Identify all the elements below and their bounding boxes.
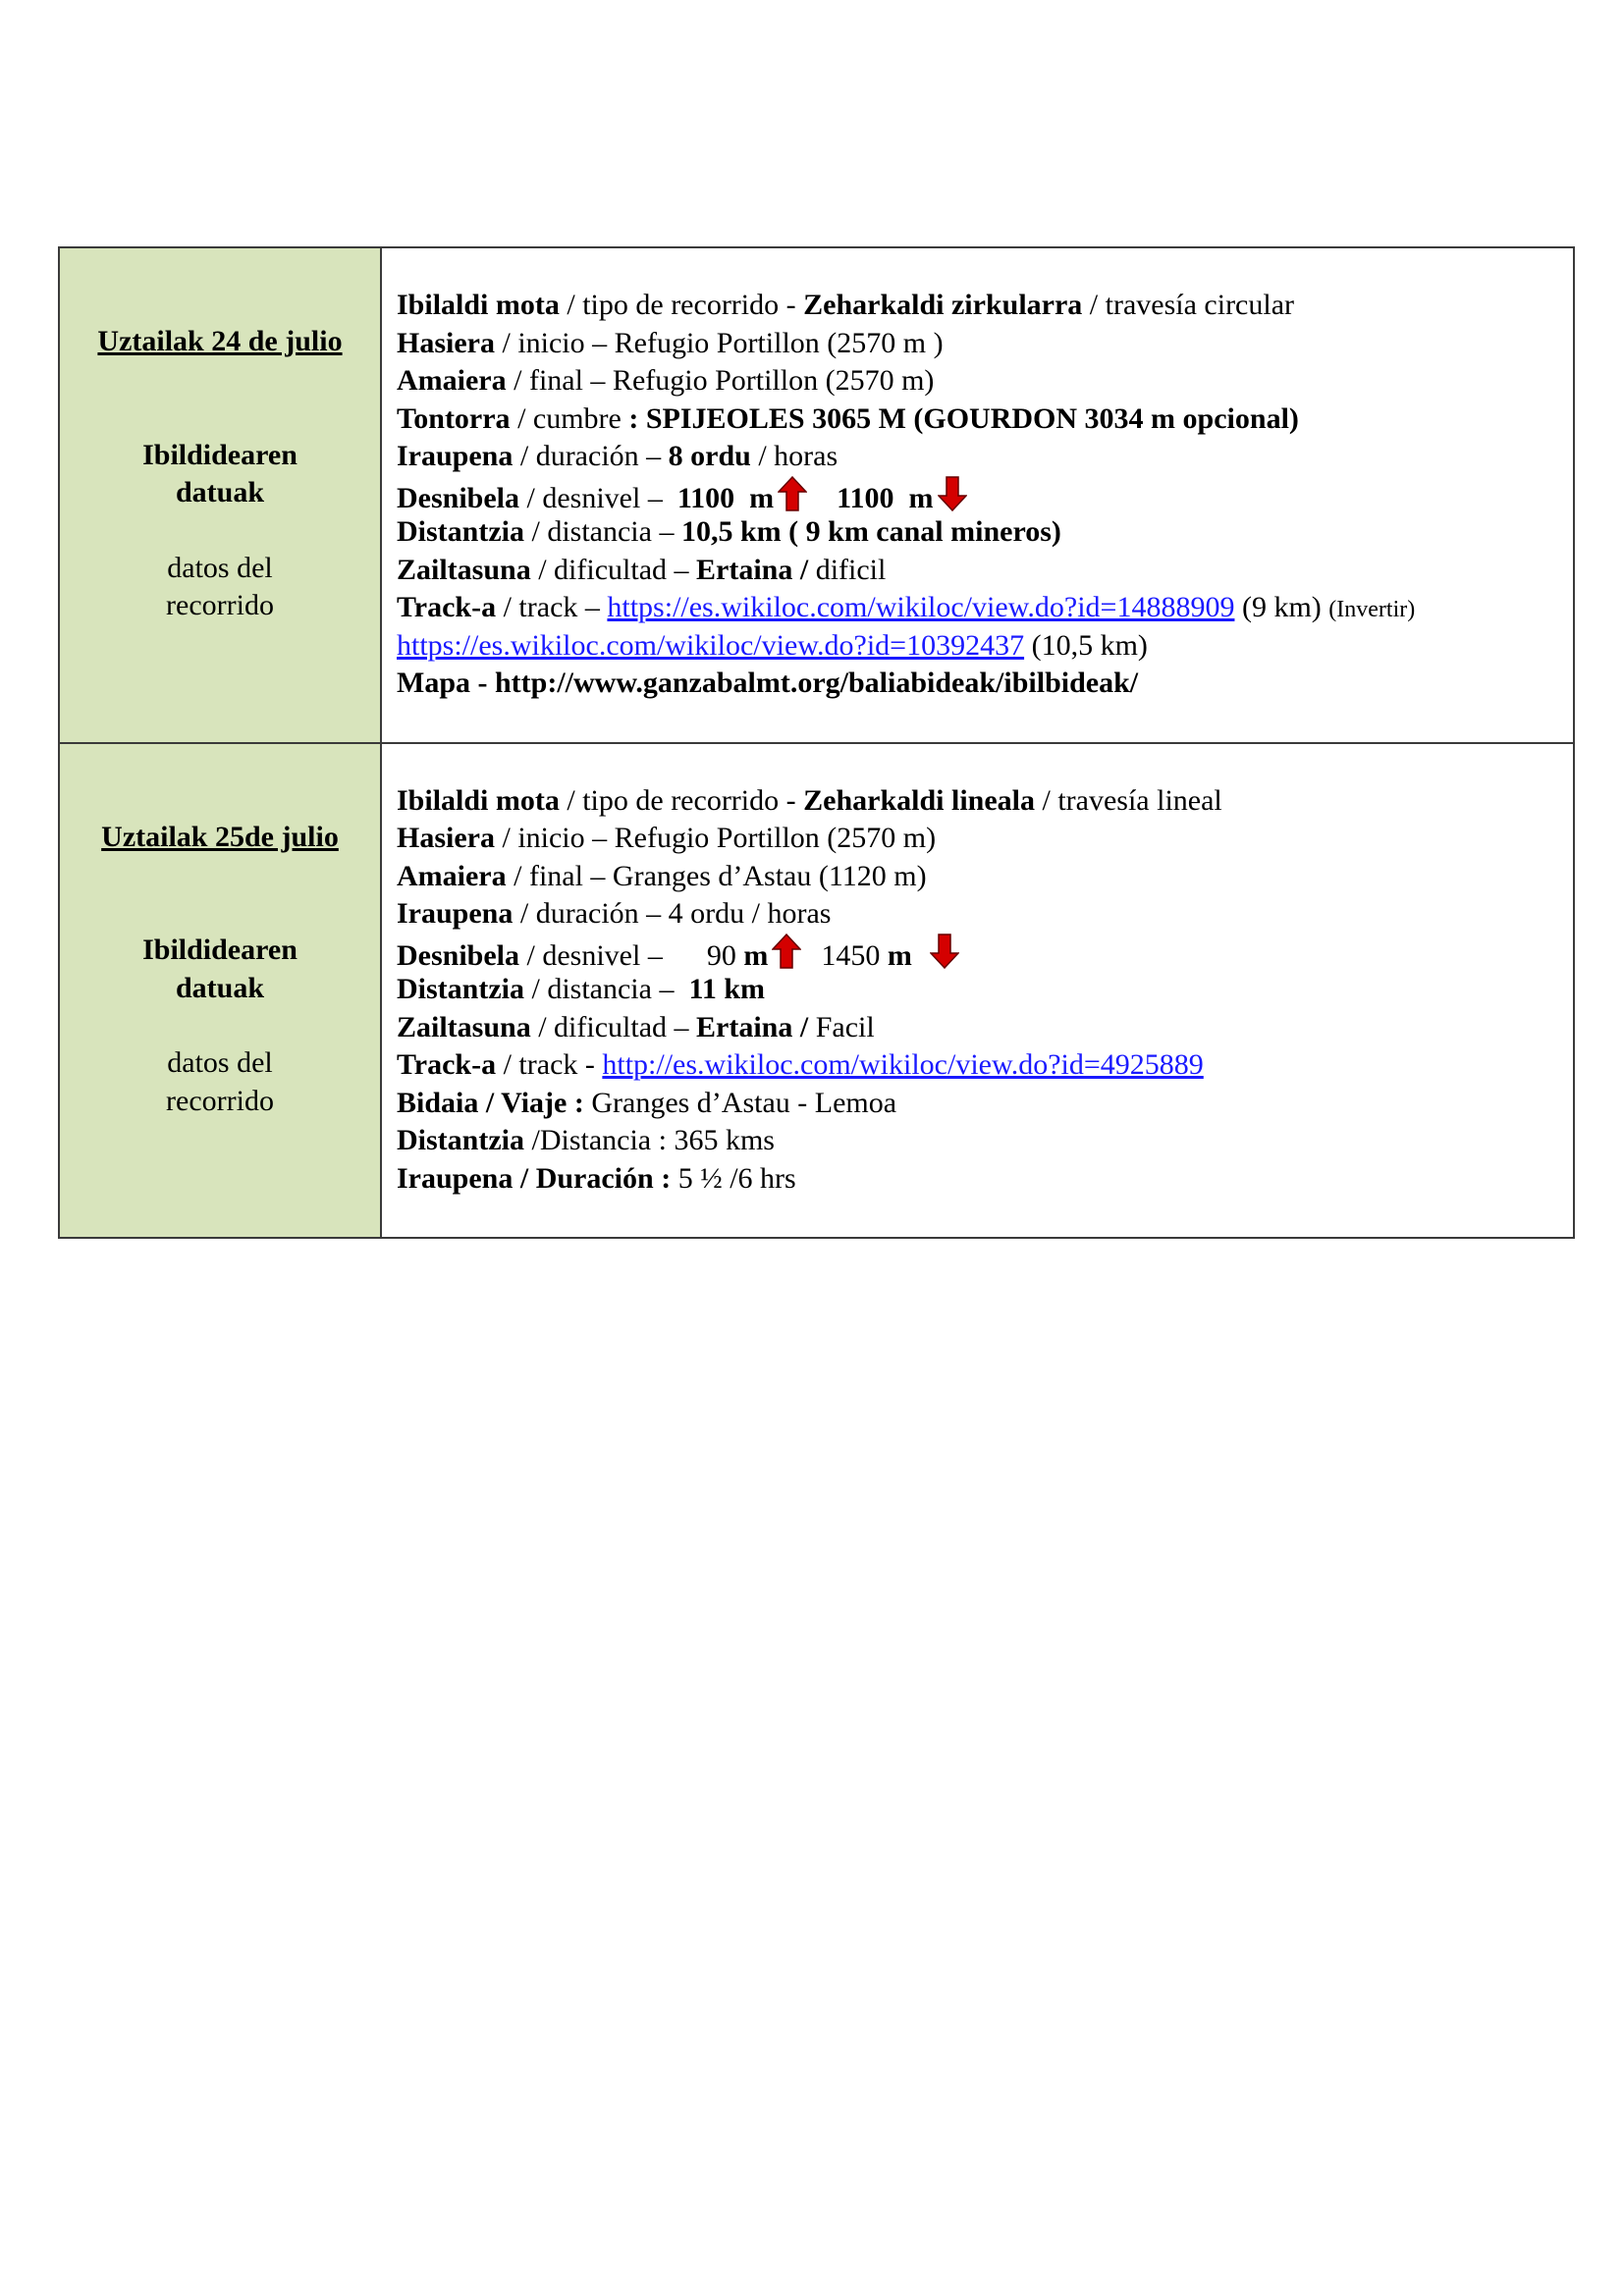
track-line: Track-a / track – https://es.wikiloc.com/wikiloc/view.do?id=14888909 (9 km) (Invertir) (397, 591, 1416, 623)
duration-line: Iraupena / duración – 4 ordu / horas (397, 897, 832, 930)
data-subheading-2: recorrido (166, 589, 274, 621)
track-line-2: https://es.wikiloc.com/wikiloc/view.do?id=10392437 (10,5 km) (397, 628, 1148, 662)
day-details-cell (381, 247, 1574, 743)
itinerary-table (58, 246, 1575, 1239)
data-subheading: datos del (167, 551, 273, 584)
distance-line: Distantzia / distancia – 10,5 km ( 9 km canal mineros) (397, 515, 1061, 548)
day-row (59, 247, 1574, 743)
difficulty-line: Zailtasuna / dificultad – Ertaina / dificil (397, 553, 887, 586)
data-subheading-2: recorrido (166, 1084, 274, 1117)
start-line: Hasiera / inicio – Refugio Portillon (2570 m ) (397, 326, 944, 359)
end-line: Amaiera / final – Refugio Portillon (2570 m) (397, 364, 935, 397)
red-down-arrow-icon (930, 934, 959, 969)
summit-line: Tontorra / cumbre : SPIJEOLES 3065 M (GOURDON 3034 m opcional) (397, 401, 1299, 435)
map-line: Mapa - http://www.ganzabalmt.org/baliabideak/ibilbideak/ (397, 667, 1139, 699)
data-heading: Ibildidearen (142, 438, 298, 471)
day-label-cell (59, 743, 381, 1239)
elevation-line: Desnibela / desnivel – 1100 m 1100 m (397, 476, 1557, 514)
trip-duration-line: Iraupena / Duración : 5 ½ /6 hrs (397, 1161, 796, 1195)
distance-line: Distantzia / distancia – 11 km (397, 973, 765, 1005)
end-line: Amaiera / final – Granges d’Astau (1120 m) (397, 859, 927, 892)
difficulty-line: Zailtasuna / dificultad – Ertaina / Facil (397, 1010, 875, 1043)
data-subheading: datos del (167, 1046, 273, 1079)
day-label-cell (59, 247, 381, 743)
day-date: Uztailak 25de julio (101, 820, 339, 853)
data-heading-2: datuak (175, 476, 265, 508)
start-line: Hasiera / inicio – Refugio Portillon (2570 m) (397, 822, 937, 854)
track-link[interactable]: https://es.wikiloc.com/wikiloc/view.do?id=14888909 (607, 591, 1235, 623)
day-row (59, 743, 1574, 1239)
track-line: Track-a / track - http://es.wikiloc.com/wikiloc/view.do?id=4925889 (397, 1048, 1204, 1081)
red-up-arrow-icon (772, 934, 801, 969)
data-heading-2: datuak (175, 971, 265, 1004)
red-down-arrow-icon (938, 476, 967, 511)
day-details-cell (381, 743, 1574, 1239)
track-link[interactable]: http://es.wikiloc.com/wikiloc/view.do?id=4925889 (602, 1048, 1204, 1081)
route-type-line: Ibilaldi mota / tipo de recorrido - Zeharkaldi lineala / travesía lineal (397, 783, 1222, 817)
route-type-line: Ibilaldi mota / tipo de recorrido - Zeharkaldi zirkularra / travesía circular (397, 289, 1295, 321)
day-date: Uztailak 24 de julio (97, 325, 343, 357)
red-up-arrow-icon (778, 476, 807, 511)
elevation-line: Desnibela / desnivel – 90 m 1450 m (397, 934, 1557, 972)
trip-line: Bidaia / Viaje : Granges d’Astau - Lemoa (397, 1086, 897, 1119)
track-link-2[interactable]: https://es.wikiloc.com/wikiloc/view.do?id=10392437 (397, 628, 1025, 662)
duration-line: Iraupena / duración – 8 ordu / horas (397, 440, 839, 472)
data-heading: Ibildidearen (142, 934, 298, 966)
trip-distance-line: Distantzia /Distancia : 365 kms (397, 1124, 775, 1156)
